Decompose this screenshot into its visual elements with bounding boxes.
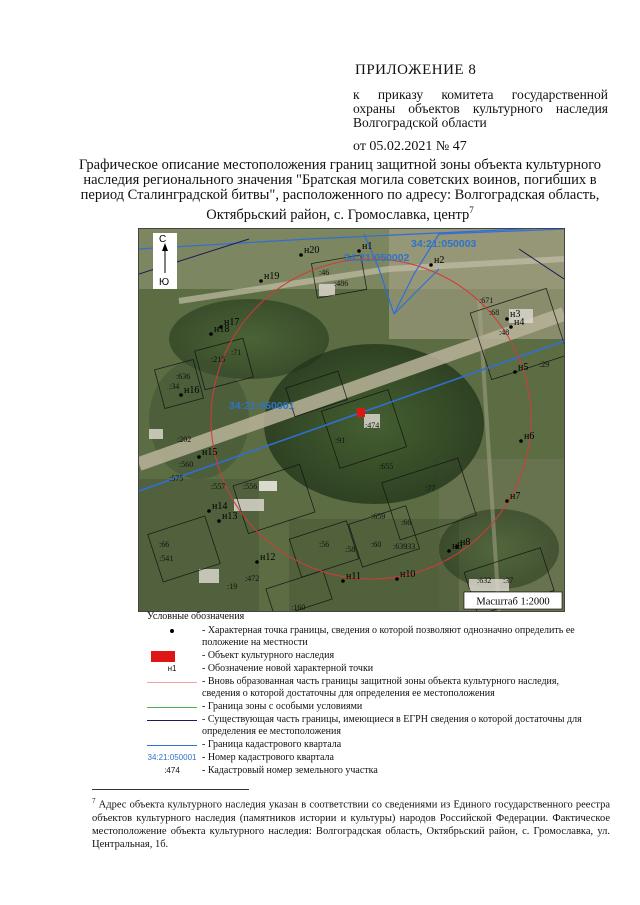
parcel-number-label: :560: [179, 460, 194, 469]
legend-items: [147, 625, 597, 777]
legend-row: [147, 663, 597, 675]
scale-box: [464, 592, 562, 609]
boundary-point-label: н17: [224, 317, 240, 328]
legend-new-boundary-symbol: [147, 676, 197, 688]
parcel-number-label: :66: [401, 518, 412, 527]
boundary-point-label: н13: [222, 511, 238, 522]
parcel-number-label: :68: [489, 308, 500, 317]
boundary-point-dot: [197, 455, 201, 459]
parcel-number-label: :659: [371, 512, 386, 521]
boundary-point-label: н18: [214, 324, 230, 335]
boundary-point-label: н4: [514, 317, 525, 328]
legend-symbol-text: 34:21:050001: [147, 753, 197, 762]
legend-item-text: - Вновь образованная часть границы защитной зоны объекта культурного наследия, сведения о которой достаточны для определения ее местоположения: [202, 676, 560, 699]
legend-symbol-text: н1: [167, 664, 177, 673]
boundary-point-label: н14: [212, 501, 228, 512]
boundary-point-dot: [341, 579, 345, 583]
boundary-point-label: н20: [304, 245, 320, 256]
parcel-number-label: :632: [477, 576, 492, 585]
boundary-point-dot: [505, 317, 509, 321]
legend-item-text: - Граница кадастрового квартала: [202, 739, 342, 750]
parcel-number-label: :77: [425, 484, 436, 493]
parcel-number-label: :671: [479, 296, 494, 305]
parcel-number-label: :215: [211, 355, 226, 364]
boundary-point-label: н19: [264, 271, 280, 282]
parcel-number-label: :575: [169, 474, 184, 483]
map-frame: [138, 228, 565, 612]
legend-heading: Условные обозначения: [147, 611, 245, 622]
legend: [147, 611, 597, 778]
boundary-point-dot: [513, 370, 517, 374]
boundary-point-label: н8: [460, 537, 471, 548]
legend-row: [147, 752, 597, 764]
legend-label-symbol: [147, 752, 197, 764]
heritage-object-marker: [357, 408, 365, 417]
boundary-point-dot: [509, 325, 513, 329]
cadastral-quarter-label: 34:21:050003: [411, 238, 477, 250]
boundary-point-dot: [259, 279, 263, 283]
footnote-separator: [92, 789, 249, 790]
parcel-number-label: :37: [503, 576, 514, 585]
order-reference: к приказу комитета государственной охраны объектов культурного наследия Волгоградской области: [353, 87, 608, 130]
parcel-number-label: :60: [371, 540, 382, 549]
legend-object-symbol: [147, 650, 197, 662]
legend-item-text: - Существующая часть границы, имеющиеся в ЕГРН сведения о которой достаточны для определения ее местоположения: [202, 714, 582, 737]
legend-row: [147, 701, 597, 713]
parcel-number-label: :160: [291, 603, 306, 611]
scale-label: Масштаб 1:2000: [476, 596, 550, 608]
parcel-number-label: :557: [211, 482, 226, 491]
legend-zone-boundary-symbol: [147, 701, 197, 713]
cadastral-quarter-label: 34:21:050002: [344, 252, 410, 264]
boundary-point-dot: [255, 560, 259, 564]
boundary-point-dot: [209, 332, 213, 336]
parcel-number-label: :655: [379, 462, 394, 471]
boundary-point-label: н6: [524, 431, 535, 442]
parcel-number-label: :541: [159, 554, 174, 563]
parcel-number-label: :472: [245, 574, 260, 583]
boundary-point-label: н2: [434, 255, 445, 266]
legend-dot-symbol: [147, 625, 197, 637]
parcel-number-label: :46: [319, 268, 330, 277]
legend-item-text: - Характерная точка границы, сведения о которой позволяют однозначно определить ее положение на местности: [202, 625, 575, 648]
boundary-point-label: н1: [362, 241, 373, 252]
boundary-point-dot: [447, 549, 451, 553]
parcel-number-label: :91: [335, 436, 346, 445]
parcel-number-label: :58: [345, 545, 356, 554]
south-label: Ю: [159, 277, 170, 288]
boundary-point-dot: [217, 519, 221, 523]
north-label: С: [159, 234, 167, 245]
legend-existing-boundary-symbol: [147, 714, 197, 726]
parcel-number-label: :486: [334, 279, 349, 288]
footnote-text: Адрес объекта культурного наследия указан в соответствии со сведениями из Единого государственного реестра объектов культурного наследия (памятников истории и культуры) народов Российской Федерации. Фактическое местоположение объекта культурного наследия: Волгоградская область, Октябрьский район, с. Громославка, ул. Центральная, 1б.: [92, 799, 610, 850]
boundary-point-label: н12: [260, 552, 276, 563]
parcel-number-label: :71: [231, 348, 242, 357]
boundary-point-dot: [395, 577, 399, 581]
legend-item-text: - Кадастровый номер земельного участка: [202, 765, 378, 776]
parcel-number-label: :66: [159, 540, 170, 549]
order-date: от 05.02.2021 № 47: [353, 139, 467, 154]
legend-item-text: - Граница зоны с особыми условиями: [202, 701, 363, 712]
boundary-point-dot: [519, 439, 523, 443]
legend-row: [147, 765, 597, 777]
boundary-point-label: н11: [346, 571, 361, 582]
boundary-point-label: н16: [184, 385, 200, 396]
appendix-title: ПРИЛОЖЕНИЕ 8: [355, 62, 477, 78]
parcel-number-label: :56: [319, 540, 330, 549]
legend-label-symbol: [147, 765, 197, 777]
boundary-point-label: н9: [452, 541, 463, 552]
parcel-number-label: :33: [405, 542, 416, 551]
legend-row: [147, 676, 597, 700]
footnote-mark: 7: [92, 797, 96, 805]
parcel-number-label: :48: [499, 328, 510, 337]
boundary-point-dot: [299, 253, 303, 257]
parcel-number-label: :639: [393, 542, 408, 551]
legend-row: [147, 650, 597, 662]
legend-row: [147, 714, 597, 738]
cadastral-quarter-label: 34:21:050001: [229, 400, 295, 412]
parcel-number-label: :29: [539, 360, 550, 369]
boundary-point-label: н5: [518, 362, 529, 373]
parcel-number-label: :474: [365, 421, 380, 430]
document-title-text: Графическое описание местоположения границ защитной зоны объекта культурного наследия регионального значения "Братская могила советских воинов, погибших в период Сталинградской битвы", расположенного по адресу: Волгоградская область, Октябрьский район, с. Громославка, центр: [78, 157, 602, 223]
boundary-point-label: н7: [510, 491, 521, 502]
legend-item-text: - Объект культурного наследия: [202, 650, 335, 661]
parcel-number-label: :19: [227, 582, 238, 591]
boundary-point-dot: [429, 263, 433, 267]
parcel-number-label: :556: [243, 482, 258, 491]
legend-row: [147, 739, 597, 751]
boundary-point-label: н3: [510, 309, 521, 320]
footnote-reference: 7: [469, 205, 474, 215]
parcel-number-label: :636: [176, 372, 191, 381]
map-canvas: [139, 229, 564, 611]
boundary-point-dot: [179, 393, 183, 397]
legend-item-text: - Номер кадастрового квартала: [202, 752, 334, 763]
document-title: [60, 158, 620, 223]
parcel-number-label: :202: [177, 435, 192, 444]
north-arrow: [153, 233, 177, 289]
legend-quarter-boundary-symbol: [147, 739, 197, 751]
boundary-point-label: н10: [400, 569, 416, 580]
boundary-point-dot: [505, 499, 509, 503]
boundary-point-dot: [207, 509, 211, 513]
legend-item-text: - Обозначение новой характерной точки: [202, 663, 374, 674]
parcel-number-label: :34: [169, 382, 180, 391]
legend-symbol-text: :474: [164, 766, 180, 775]
footnote: [92, 795, 610, 851]
boundary-point-label: н15: [202, 447, 218, 458]
legend-row: [147, 625, 597, 649]
legend-label-symbol: [147, 663, 197, 675]
